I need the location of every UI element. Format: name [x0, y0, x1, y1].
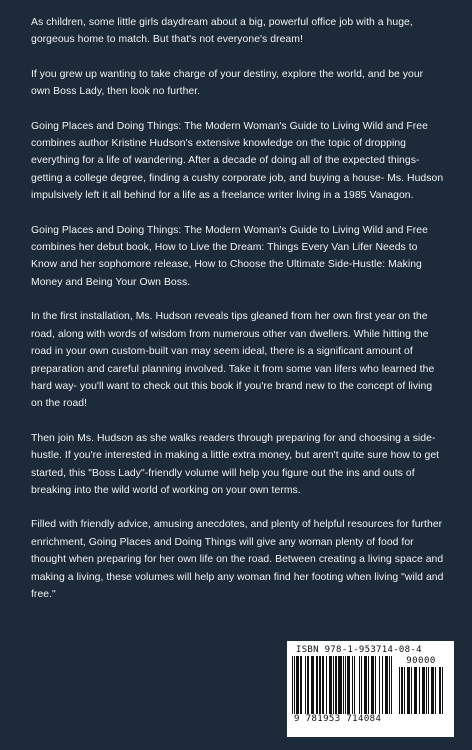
barcode-bar	[335, 656, 336, 714]
isbn-label: ISBN 978-1-953714-08-4	[296, 645, 422, 655]
barcode-bar	[411, 667, 412, 714]
barcode-bar	[415, 667, 416, 714]
barcode-bar	[373, 656, 374, 714]
barcode-bar	[311, 656, 312, 714]
blurb-paragraph-1: As children, some little girls daydream about a big, powerful office job with a huge, gorgeous home to match. But that's not everyone's dream!	[31, 17, 413, 46]
barcode-bar	[316, 656, 317, 714]
barcode-bar	[354, 656, 355, 714]
barcode-bar	[296, 656, 297, 714]
barcode-bar	[424, 667, 425, 714]
barcode-bar	[294, 656, 295, 714]
barcode-bars	[292, 656, 449, 714]
barcode-bar	[308, 656, 309, 714]
barcode-bar	[382, 656, 383, 714]
barcode-bar	[301, 656, 302, 714]
barcode-bar	[300, 656, 301, 714]
price-code: 90000	[406, 656, 436, 666]
barcode-bar	[329, 656, 330, 714]
blurb-paragraph-6: Then join Ms. Hudson as she walks readers through preparing for and choosing a side-hustle. If you're interested in making a little extra money, but aren't quite sure how to get started, this "Boss Lady"-friendly volume will help you figure out the ins and outs of breaking into the wild world of working on your own terms.	[31, 432, 440, 496]
barcode-bar	[305, 656, 306, 714]
barcode-bar	[319, 656, 320, 714]
barcode-bar	[340, 656, 341, 714]
barcode-bar	[330, 656, 331, 714]
barcode-bar	[419, 667, 420, 714]
barcode-bar	[442, 667, 443, 714]
barcode-bar	[416, 667, 417, 714]
barcode-bar	[386, 656, 387, 714]
barcode-bar	[368, 656, 369, 714]
barcode-bar	[385, 656, 386, 714]
barcode-bar	[423, 667, 424, 714]
barcode-bar	[359, 656, 360, 714]
ean-barcode-main	[292, 656, 393, 714]
barcode-bar	[426, 667, 427, 714]
barcode-bar	[292, 656, 293, 714]
barcode-bar	[372, 656, 373, 714]
barcode-bar	[435, 667, 436, 714]
barcode-bar	[407, 667, 408, 714]
barcode-bar	[347, 656, 348, 714]
barcode-bar	[320, 656, 321, 714]
barcode-bar	[364, 656, 365, 714]
barcode-bar	[322, 656, 323, 714]
barcode-bar	[391, 656, 392, 714]
barcode-bar	[389, 656, 390, 714]
barcode-bar	[339, 656, 340, 714]
barcode-bar	[422, 667, 423, 714]
barcode-bar	[361, 656, 362, 714]
blurb-paragraph-5: In the first installation, Ms. Hudson reveals tips gleaned from her own first year on the road, along with words of wisdom from numerous other van dwellers. While hitting the road in your own custom-built van may seem ideal, there is a significant amount of preparation and careful planning involved. Take it from some van lifers who learned the hard way- you'll want to check out this book if you're brand new to the concept of living on the road!	[31, 311, 435, 410]
barcode-bar	[366, 656, 367, 714]
barcode-bar	[297, 656, 298, 714]
barcode-bar	[379, 656, 380, 714]
barcode-bar	[349, 656, 350, 714]
blurb-paragraph-7: Filled with friendly advice, amusing anecdotes, and plenty of helpful resources for further enrichment, Going Places and Doing Things will give any woman plenty of food for thought when preparing for her own life on the road. Between creating a living space and making a living, these volumes will help any woman find her footing when living "wild and free."	[31, 519, 444, 600]
barcode-bar	[404, 667, 405, 714]
barcode-bar	[323, 656, 324, 714]
barcode-bar	[401, 667, 402, 714]
barcode-digits: 9 781953 714084	[294, 714, 382, 724]
barcode-bar	[313, 656, 314, 714]
barcode-bar	[387, 656, 388, 714]
barcode-bar	[408, 667, 409, 714]
barcode-bar	[341, 656, 342, 714]
barcode-bar	[326, 656, 327, 714]
blurb-text	[31, 14, 444, 603]
barcode-bar	[312, 656, 313, 714]
barcode-bar	[440, 667, 441, 714]
barcode-bar	[317, 656, 318, 714]
barcode-bar	[298, 656, 299, 714]
barcode-bar	[399, 667, 400, 714]
barcode-bar	[365, 656, 366, 714]
barcode-bar	[431, 667, 432, 714]
barcode-bar	[307, 656, 308, 714]
barcode-bar	[439, 667, 440, 714]
ean-barcode-addon	[399, 667, 443, 714]
blurb-paragraph-4: Going Places and Doing Things: The Modern Woman's Guide to Living Wild and Free combines her debut book, How to Live the Dream: Things Every Van Lifer Needs to Know and her sophomore release, How to Choose the Ultimate Side-Hustle: Making Money and Being Your Own Boss.	[31, 224, 428, 288]
barcode-bar	[433, 667, 434, 714]
barcode-bar	[345, 656, 346, 714]
barcode-bar	[371, 656, 372, 714]
barcode-bar	[409, 667, 410, 714]
blurb-paragraph-3: Going Places and Doing Things: The Modern Woman's Guide to Living Wild and Free combines author Kristine Hudson's extensive knowledge on the topic of dropping everything for a life of wandering. After a decade of doing all of the expected things- getting a college degree, finding a cushy corporate job, and buying a house- Ms. Hudson impulsively left it all behind for a life as a freelance writer living in a 1985 Vanagon.	[31, 120, 444, 202]
barcode-bar	[402, 667, 403, 714]
barcode-bar	[428, 667, 429, 714]
barcode-bar	[375, 656, 376, 714]
barcode-bar	[336, 656, 337, 714]
blurb-paragraph-2: If you grew up wanting to take charge of your destiny, explore the world, and be your own Boss Lady, then look no further.	[31, 68, 424, 98]
barcode-bar	[343, 656, 344, 714]
isbn-barcode	[287, 641, 454, 737]
barcode-bar	[348, 656, 349, 714]
barcode-bar	[432, 667, 433, 714]
barcode-bar	[333, 656, 334, 714]
barcode-bar	[331, 656, 332, 714]
barcode-bar	[414, 667, 415, 714]
barcode-bar	[338, 656, 339, 714]
barcode-bar	[352, 656, 353, 714]
